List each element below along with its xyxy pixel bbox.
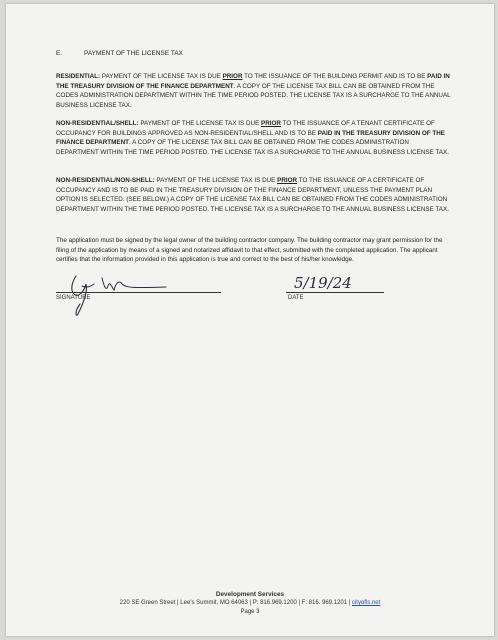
date-value: 5/19/24 [294,274,352,292]
nonres-shell-paid-bold: PAID IN THE TREASURY DIVISION OF THE FINANCE DEPARTMENT [56,129,445,147]
nonres-nonshell-paragraph [56,176,452,214]
nonres-shell-text-1: PAYMENT OF THE LICENSE TAX IS DUE [140,120,260,127]
signature-line [56,292,221,293]
residential-text-3: . A COPY OF THE LICENSE TAX BILL CAN BE OBTAINED FROM THE CODES ADMINISTRATION DEPARTMENT WITHIN THE TIME PERIOD POSTED. THE LICENSE TAX IS A SURCHARGE TO THE ANNUAL BUSINESS LICENSE TAX. [56,82,451,109]
page-number: Page 3 [240,609,260,615]
date-label: DATE [288,295,304,301]
nonres-shell-label: NON-RESIDENTIAL/SHELL: [56,120,139,127]
nonres-nonshell-text-1: PAYMENT OF THE LICENSE TAX IS DUE [156,177,276,184]
residential-paragraph [56,72,452,110]
residential-paid-bold: PAID IN THE TREASURY DIVISION OF THE FINANCE DEPARTMENT [56,73,450,90]
residential-label: RESIDENTIAL: [56,73,101,80]
footer-website-link[interactable]: cityofls.net [351,600,381,606]
section-heading [56,50,183,57]
footer-department: Development Services [215,591,285,598]
nonres-shell-text-2: TO THE ISSUANCE OF A TENANT CERTIFICATE OF OCCUPANCY FOR BUILDINGS APPROVED AS NON-RESIDENTIAL/SHELL AND IS TO BE [56,120,435,137]
date-line [286,292,384,293]
nonres-shell-prior: PRIOR [261,120,281,127]
nonres-nonshell-label: NON-RESIDENTIAL/NON-SHELL: [56,177,155,184]
residential-text-2: TO THE ISSUANCE OF THE BUILDING PERMIT AND IS TO BE [244,73,426,80]
residential-prior: PRIOR [222,73,243,80]
handwritten-date [292,270,372,294]
nonres-shell-paragraph [56,119,452,157]
residential-text-1: PAYMENT OF THE LICENSE TAX IS DUE [101,73,221,80]
nonres-nonshell-prior: PRIOR [277,177,298,184]
footer-address-line [6,599,494,608]
signature-label: SIGNATURE [56,295,91,301]
page-footer [6,590,494,617]
section-title: PAYMENT OF THE LICENSE TAX [84,50,183,57]
nonres-shell-text-3: . A COPY OF THE LICENSE TAX BILL CAN BE OBTAINED FROM THE CODES ADMINISTRATION DEPARTMENT WITHIN THE TIME PERIOD POSTED. THE LICENSE TAX IS A SURCHARGE TO THE ANNUAL BUSINESS LICENSE TAX. [56,139,449,156]
document-page [6,4,494,636]
handwritten-signature [62,268,182,318]
application-paragraph: The application must be signed by the legal owner of the building contractor company. The building contractor may grant permission for the filing of the application by means of a signed and notarized affidavit to that effect, submitted with the completed application. The applicant certifies that the information provided in this application is true and correct to the best of his/her knowledge. [56,237,443,264]
nonres-nonshell-text-2: TO THE ISSUANCE OF A CERTIFICATE OF OCCUPANCY AND IS TO BE PAID IN THE TREASURY DIVISION OF THE FINANCE DEPARTMENT, UNLESS THE PAYMENT PLAN OPTION IS SELECTED. (SEE BELOW.) A COPY OF THE LICENSE TAX BILL CAN BE OBTAINED FROM THE CODES ADMINISTRATION DEPARTMENT WITHIN THE TIME PERIOD POSTED. THE LICENSE TAX IS A SURCHARGE TO THE ANNUAL BUSINESS LICENSE TAX. [56,177,449,213]
section-number: E. [56,50,63,57]
footer-address: 220 SE Green Street | Lee’s Summit, MO 64063 | P: 816.969.1200 | F: 816. 969.1201 | [119,600,351,606]
